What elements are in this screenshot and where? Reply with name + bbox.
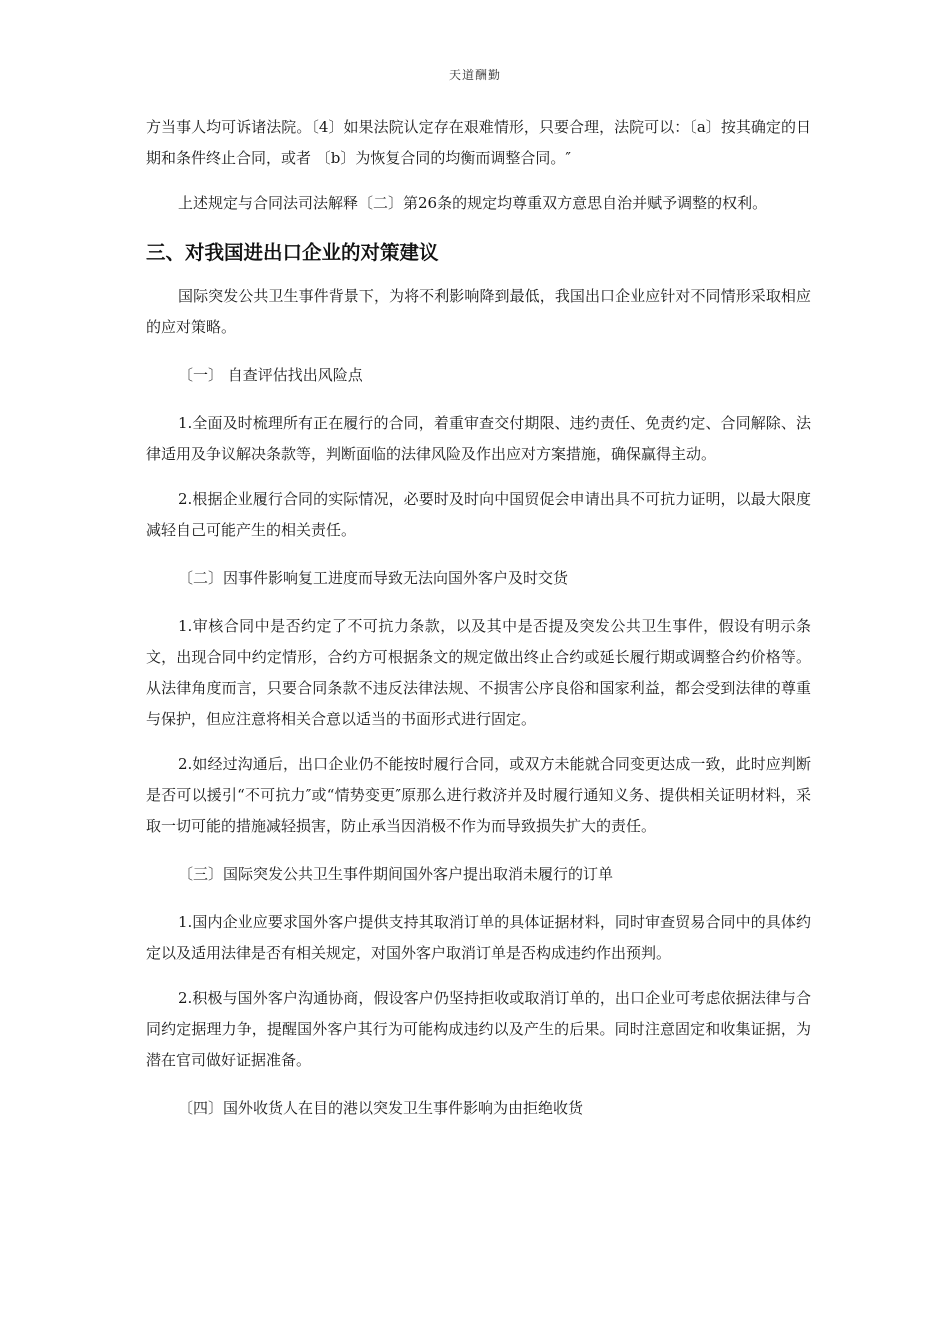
subheading-3: 〔三〕国际突发公共卫生事件期间国外客户提出取消未履行的订单 [178,865,614,883]
paragraph-item: 2.如经过沟通后，出口企业仍不能按时履行合同，或双方未能就合同变更达成一致，此时应判断是否可以援引“不可抗力″或“情势变更″原那么进行救济并及时履行通知义务、提供相关证明材料，采取一切可能的措施减轻损害，防止承当因消极不作为而导致损失扩大的责任。 [146,755,811,835]
paragraph-item: 1.国内企业应要求国外客户提供支持其取消订单的具体证据材料，同时审查贸易合同中的具体约定以及适用法律是否有相关规定，对国外客户取消订单是否构成违约作出预判。 [146,913,811,962]
paragraph-item: 1.审核合同中是否约定了不可抗力条款，以及其中是否提及突发公共卫生事件，假设有明示条文，出现合同中约定情形，合约方可根据条文的规定做出终止合约或延长履行期或调整合约价格等。从法律角度而言，只要合同条款不违反法律法规、不损害公序良俗和国家利益，都会受到法律的尊重与保护，但应注意将相关合意以适当的书面形式进行固定。 [146,617,811,728]
paragraph-intro: 国际突发公共卫生事件背景下，为将不利影响降到最低，我国出口企业应针对不同情形采取相应的应对策略。 [146,287,811,336]
paragraph-continuation: 方当事人均可诉诸法院。〔4〕如果法院认定存在艰难情形，只要合理，法院可以：〔a〕按其确定的日期和条件终止合同，或者 〔b〕为恢复合同的均衡而调整合同。″ [146,118,811,167]
paragraph-item: 1.全面及时梳理所有正在履行的合同，着重审查交付期限、违约责任、免责约定、合同解除、法律适用及争议解决条款等，判断面临的法律风险及作出应对方案措施，确保赢得主动。 [146,414,811,463]
paragraph-regulation-note: 上述规定与合同法司法解释〔二〕第26条的规定均尊重双方意思自治并赋予调整的权利。 [178,194,768,212]
paragraph-item: 2.根据企业履行合同的实际情况，必要时及时向中国贸促会申请出具不可抗力证明，以最大限度减轻自己可能产生的相关责任。 [146,490,811,539]
running-header: 天道酬勤 [448,68,501,82]
paragraph-item: 2.积极与国外客户沟通协商，假设客户仍坚持拒收或取消订单的，出口企业可考虑依据法律与合同约定据理力争，提醒国外客户其行为可能构成违约以及产生的后果。同时注意固定和收集证据，为潜在官司做好证据准备。 [146,989,811,1069]
document-body [146,112,811,1124]
subheading-1: 〔一〕 自查评估找出风险点 [178,366,363,384]
section-heading: 三、对我国进出口企业的对策建议 [146,241,439,264]
subheading-2: 〔二〕因事件影响复工进度而导致无法向国外客户及时交货 [178,569,569,587]
subheading-4: 〔四〕国外收货人在目的港以突发卫生事件影响为由拒绝收货 [178,1099,584,1117]
